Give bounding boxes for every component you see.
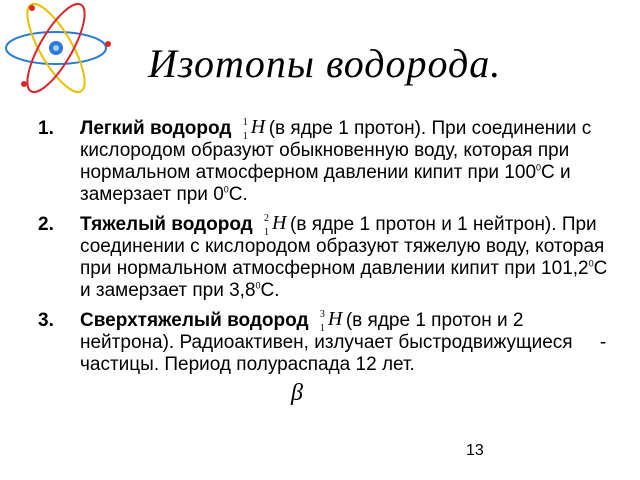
mass-number: 1 bbox=[242, 117, 248, 128]
item-number: 1. bbox=[38, 118, 54, 139]
item-text: С. bbox=[228, 184, 248, 205]
charge-number: 1 bbox=[264, 227, 270, 238]
atom-icon bbox=[0, 0, 120, 100]
item-text: (в ядре 1 протон и 2 нейтрона). Радиоактивен, излучает быстродвижущиеся bbox=[80, 310, 573, 353]
isotope-name: Тяжелый водород bbox=[80, 214, 253, 235]
item-text: (в ядре 1 протон и 1 нейтрон). При соединении с кислородом образуют тяжелую воду, которая при нормальном атмосферном давлении кипит при 101,2 bbox=[80, 214, 605, 279]
slide-title: Изотопы водорода. bbox=[148, 41, 502, 86]
element-symbol: H bbox=[327, 308, 343, 330]
list-item bbox=[38, 214, 620, 302]
isotope-formula bbox=[316, 310, 346, 332]
item-text: С и замерзает при 3,8 bbox=[80, 258, 608, 301]
item-text: С. bbox=[260, 280, 280, 301]
beta-symbol: β bbox=[291, 380, 303, 406]
charge-number: 1 bbox=[319, 323, 325, 334]
item-text: - частицы. Период полураспада 12 лет. bbox=[80, 332, 607, 375]
item-text: (в ядре 1 протон). При соединении с кислородом образуют обыкновенную воду, которая при нормальном атмосферном давлении кипит при 100 bbox=[80, 118, 592, 183]
mass-number: 2 bbox=[264, 213, 270, 224]
mass-number: 3 bbox=[319, 309, 325, 320]
list-item bbox=[38, 118, 620, 206]
item-text: С и замерзает при 0 bbox=[80, 162, 571, 205]
list-item bbox=[38, 310, 620, 376]
element-symbol: H bbox=[272, 212, 287, 234]
degree-sup: 0 bbox=[255, 280, 261, 291]
isotope-formula bbox=[260, 214, 290, 236]
isotope-formula bbox=[239, 118, 269, 140]
degree-sup: 0 bbox=[536, 162, 542, 173]
degree-sup: 0 bbox=[588, 258, 594, 269]
isotope-list bbox=[38, 118, 620, 384]
degree-sup: 0 bbox=[223, 184, 229, 195]
element-symbol: H bbox=[250, 116, 266, 138]
isotope-name: Сверхтяжелый водород bbox=[80, 310, 309, 331]
isotope-name: Легкий водород bbox=[80, 118, 232, 139]
item-number: 2. bbox=[38, 214, 54, 235]
item-number: 3. bbox=[38, 310, 54, 331]
page-number: 13 bbox=[466, 442, 484, 459]
charge-number: 1 bbox=[242, 131, 248, 142]
